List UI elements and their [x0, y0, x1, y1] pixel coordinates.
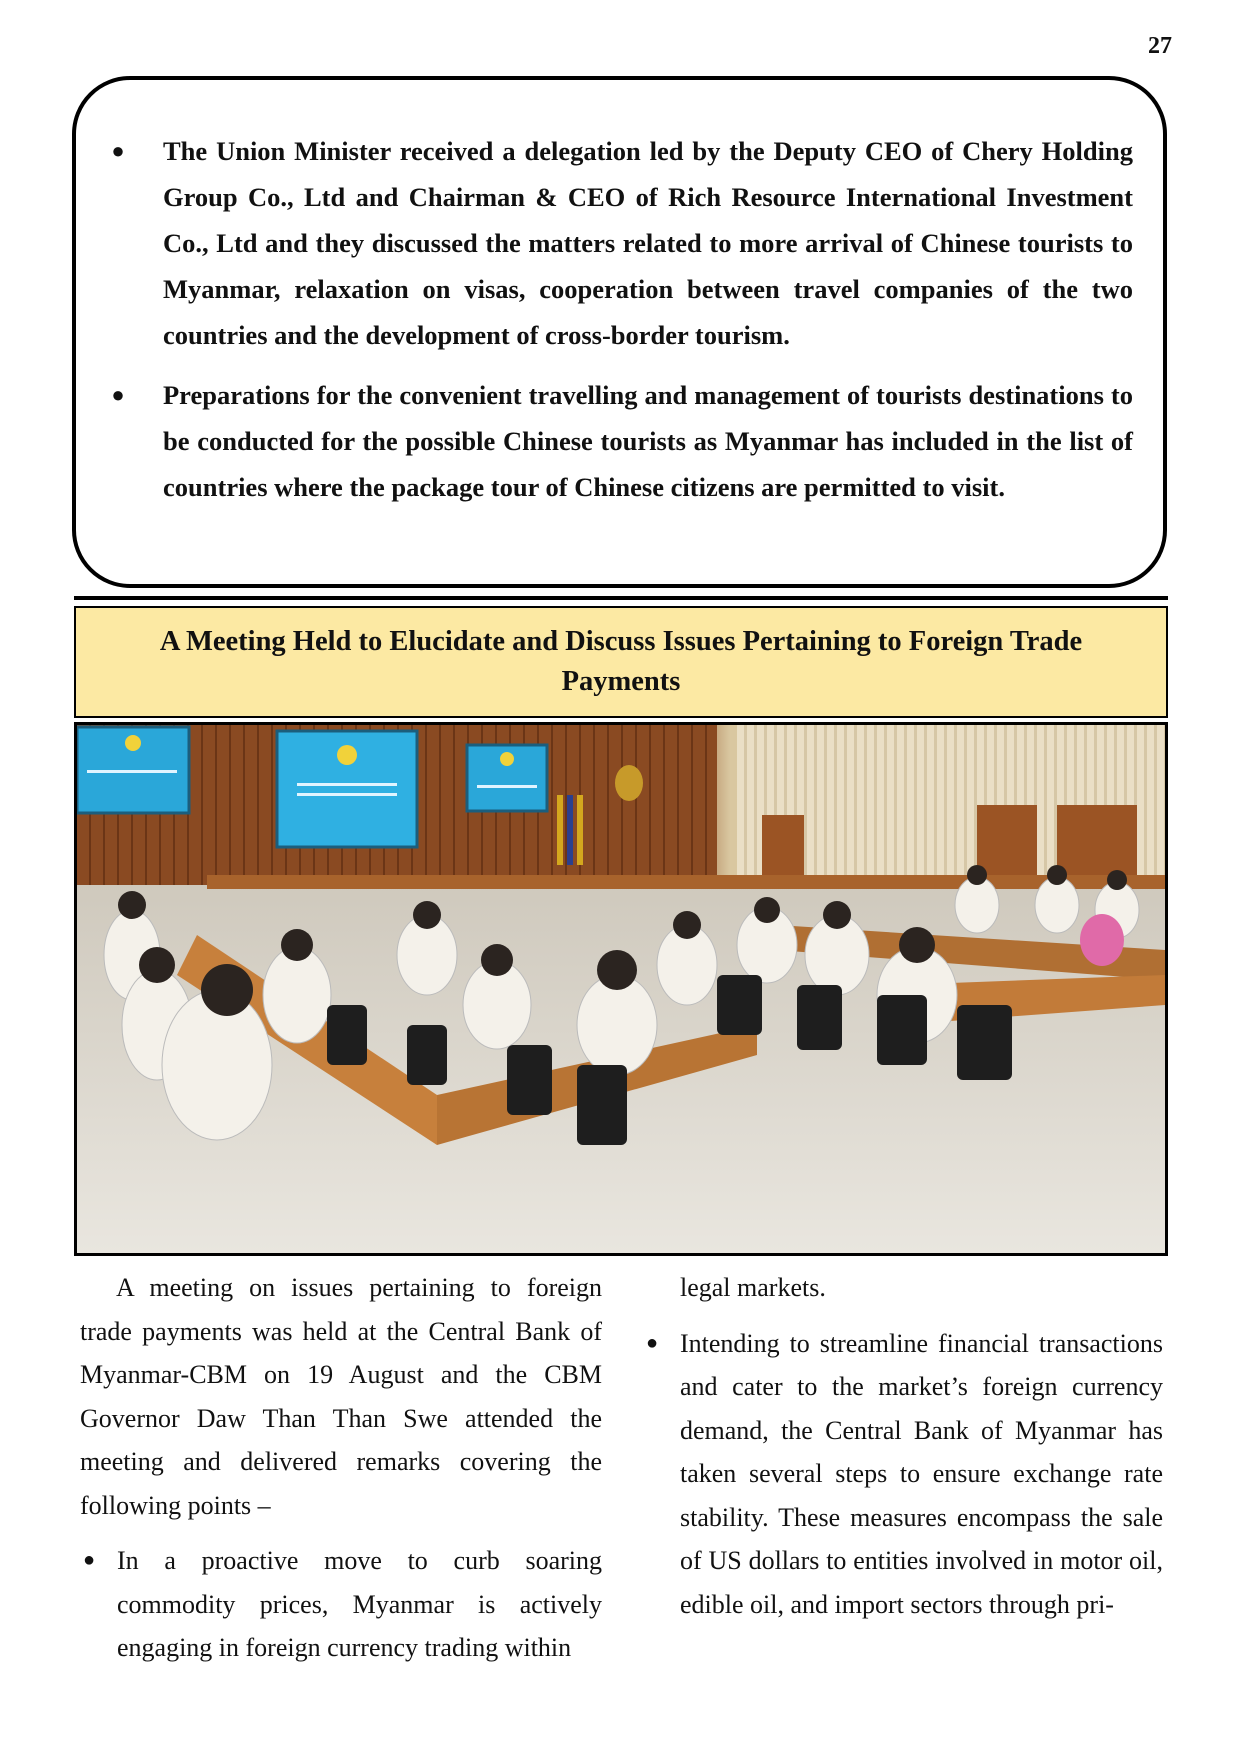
article-headline: A Meeting Held to Elucidate and Discuss Issues Pertaining to Foreign Trade Payments	[159, 626, 1083, 697]
meeting-hall-photo	[74, 722, 1168, 1256]
article-bullet-list	[80, 1539, 602, 1670]
article-bullet-text: In a proactive move to curb soaring commodity prices, Myanmar is actively engaging in foreign currency trading within	[117, 1546, 602, 1662]
bullet-icon: ●	[645, 1331, 659, 1354]
article-continuation-text: legal markets.	[680, 1273, 826, 1302]
highlight-bullet-item	[103, 372, 1133, 510]
article-column-left	[80, 1266, 602, 1682]
article-intro-paragraph: A meeting on issues pertaining to foreign trade payments was held at the Central Bank of Myanmar-CBM on 19 August and the CBM Governor Daw Than Than Swe attended the meeting and delivered remarks covering the following points –	[80, 1273, 602, 1520]
bullet-icon: ●	[82, 1549, 96, 1571]
headline-banner	[74, 606, 1168, 718]
bullet-icon: ●	[111, 138, 125, 163]
highlight-bullet-text: The Union Minister received a delegation led by the Deputy CEO of Chery Holding Group Co., Ltd and Chairman & CEO of Rich Resource International Investment Co., Ltd and they discussed the matters related to more arrival of Chinese tourists to Myanmar, relaxation on visas, cooperation between travel companies of the two countries and the development of cross-border tourism.	[163, 136, 1133, 350]
article-bullet-item	[643, 1322, 1163, 1627]
article-column-right	[643, 1266, 1163, 1638]
article-bullet-text: Intending to streamline financial transactions and cater to the market’s foreign currency demand, the Central Bank of Myanmar has taken several steps to ensure exchange rate stability. These measures encompass the sale of US dollars to entities involved in motor oil, edible oil, and import sectors through pri-	[680, 1328, 1163, 1619]
article-bullet-list	[643, 1322, 1163, 1627]
highlight-box	[72, 76, 1167, 588]
highlight-bullet-text: Preparations for the convenient travelling and management of tourists destinations to be conducted for the possible Chinese tourists as Myanmar has included in the list of countries where the package tour of Chinese citizens are permitted to visit.	[163, 380, 1133, 502]
section-divider	[74, 596, 1168, 600]
highlight-bullet-item	[103, 128, 1133, 358]
page-number: 27	[1148, 33, 1172, 59]
highlight-bullet-list	[103, 128, 1133, 510]
bullet-icon: ●	[111, 382, 125, 407]
article-bullet-item	[80, 1539, 602, 1670]
